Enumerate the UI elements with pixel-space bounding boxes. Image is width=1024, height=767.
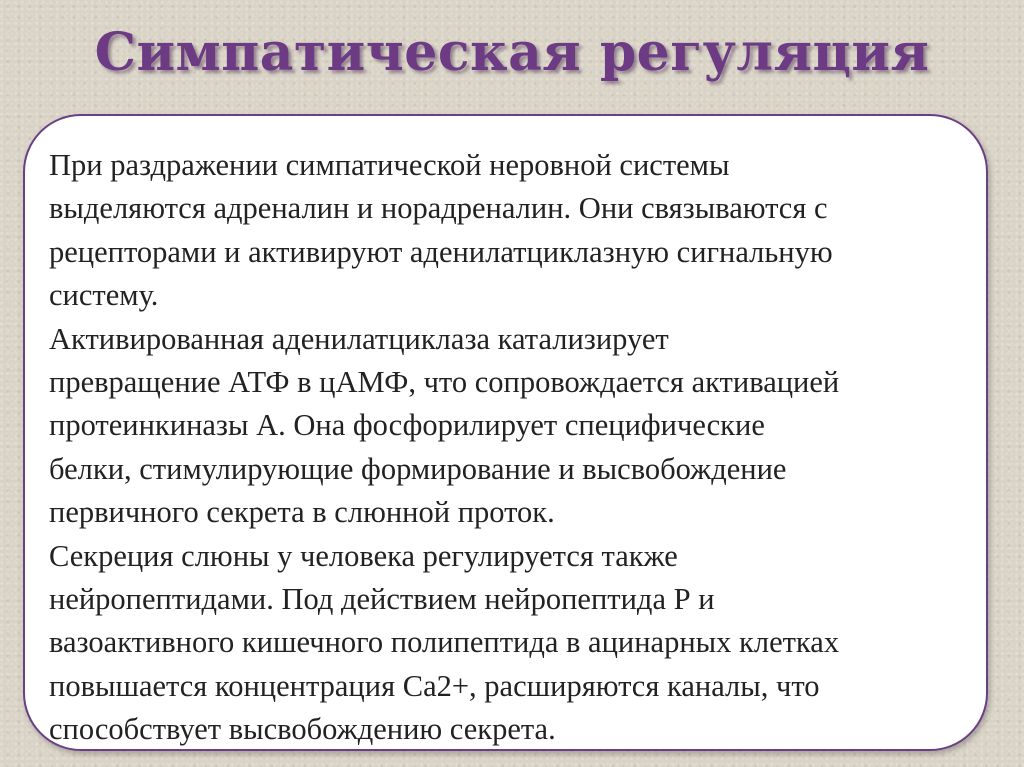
- text-line: Секреция слюны у человека регулируется также: [49, 538, 678, 573]
- text-line: нейропептидами. Под действием нейропептида Р и: [49, 582, 715, 617]
- slide-title: Симпатическая регуляция: [94, 22, 930, 83]
- text-line: систему.: [49, 278, 159, 313]
- text-line: первичного секрета в слюнной проток.: [49, 495, 555, 530]
- text-line: При раздражении симпатической неровной системы: [49, 148, 730, 182]
- text-line: превращение АТФ в цАМФ, что сопровождается активацией: [49, 365, 840, 400]
- text-line: рецепторами и активируют аденилатциклазную сигнальную: [49, 234, 833, 269]
- body-text: [49, 144, 979, 752]
- text-line: повышается концентрация Са2+, расширяются каналы, что: [49, 668, 820, 703]
- text-line: Активированная аденилатциклаза катализирует: [49, 321, 669, 356]
- text-line: выделяются адреналин и норадреналин. Они связываются с: [49, 191, 828, 226]
- text-line: белки, стимулирующие формирование и высвобождение: [49, 451, 787, 486]
- text-line: протеинкиназы А. Она фосфорилирует специфические: [49, 408, 765, 443]
- text-line: способствует высвобождению секрета.: [49, 712, 556, 747]
- content-box: [23, 114, 988, 751]
- text-line: вазоактивного кишечного полипептида в ацинарных клетках: [49, 625, 840, 660]
